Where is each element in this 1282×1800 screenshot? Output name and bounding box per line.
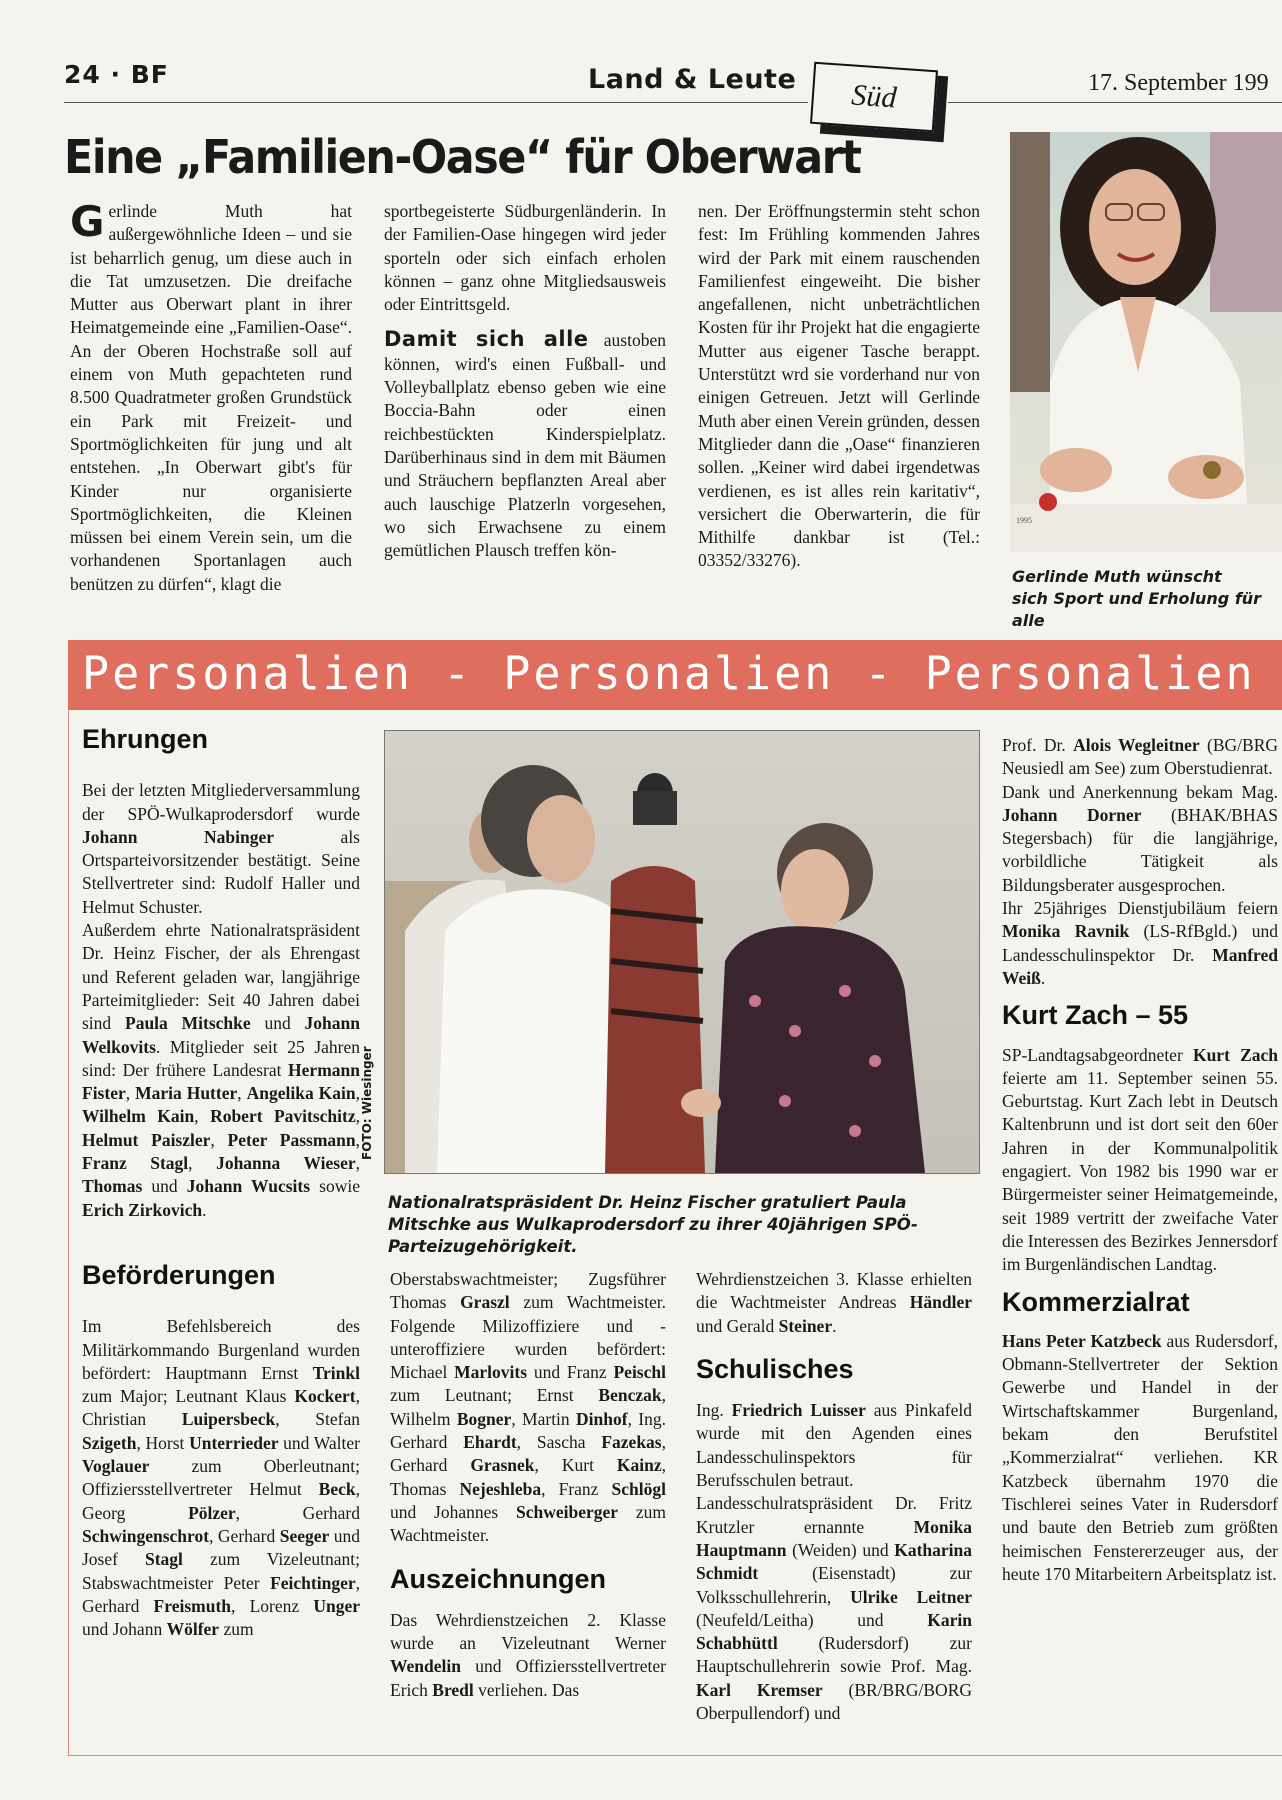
kommerzialrat-heading: Kommerzialrat [1002,1286,1190,1317]
article-column-2 [384,200,666,562]
name-highlight: Kainz [616,1455,662,1476]
name-highlight: Wilhelm Kain [82,1106,195,1127]
photo-fischer-mitschke [384,730,980,1174]
befoerderungen-text: Im Befehlsbereich des Militärkommando Burgenland wurden befördert: Hauptmann Ernst Trinkl zum Major; Leutnant Klaus Kockert, Christian Luipersbeck, Stefan Szigeth, Horst Unterrieder und Walter Voglauer zum Oberleutnant; Offiziersstellvertreter Helmut Beck, Georg Pölzer, Gerhard Schwingenschrot, Gerhard Seeger und Josef Stagl zum Vizeleutnant; Stabswachtmeister Peter Feichtinger, Gerhard Freismuth, Lorenz Unger und Johann Wölfer zum [82,1316,361,1640]
kurt-zach-heading: Kurt Zach – 55 [1002,1000,1189,1031]
name-highlight: Schweiberger [516,1501,619,1522]
name-highlight: Alois Wegleitner [1073,735,1200,755]
name-highlight: Monika Ravnik [1002,921,1130,942]
name-highlight: Wendelin [390,1656,461,1677]
name-highlight: Unterrieder [189,1432,279,1453]
name-highlight: Hans Peter Katzbeck [1002,1330,1162,1351]
portrait-illustration [1010,132,1282,552]
article-headline: Eine „Familien-Oase“ für Oberwart [64,130,861,184]
article-col2-text-b: austoben können, wird's einen Fußball- und Volleyballplatz ebenso geben wie eine Boccia-Bahn oder einen reichbestückten Kinderspielplatz. Darüberhinaus sind in dem mit Bäumen und Sträuchern bepflanzten Areal aber auch lauschige Platzerln vorgesehen, wo sich Erwachsene zu einem gemütlichen Plausch treffen kön- [384,330,666,561]
header-rule-right [948,102,1282,103]
name-highlight: Johann Dorner [1002,804,1142,825]
page-number: 24 · BF [64,60,169,89]
name-highlight: Beck [318,1479,356,1500]
schulisches-cont-3: Ihr 25jähriges Dienstjubiläum feiern Monika Ravnik (LS-RfBgld.) und Landesschulinspektor Dr. Manfred Weiß. [1002,898,1278,988]
auszeichnungen-text: Das Wehrdienstzeichen 2. Klasse wurde an Vizeleutnant Werner Wendelin und Offiziersstellvertreter Erich Bredl verliehen. Das [390,1609,666,1700]
name-highlight: Benczak [598,1385,662,1406]
auszeichnungen-heading: Auszeichnungen [390,1563,607,1594]
article-col2-para [384,328,666,562]
article-col1-text: erlinde Muth hat außergewöhnliche Ideen – und sie ist beharrlich genug, um diese auch in die Tat umzusetzen. Die dreifache Mutter aus Oberwart plant in ihrer Heimatgemeinde eine „Familien-Oase“. An der Oberen Hochstraße soll auf einem von Muth gepachteten rund 8.500 Quadratmeter großen Grundstück ein Park mit Freizeit- und Sportmöglichkeiten für jung und alt entstehen. „In Oberwart gibt's für Kinder nur organisierte Sportmöglichkeiten, die Kleinen müssen bei einem Verein sein, um die vorhandenen Sportanlagen auch benützen zu dürfen“, klagt die [70,201,352,594]
name-highlight: Voglauer [82,1456,150,1477]
name-highlight: Schwingenschrot [82,1525,210,1546]
ehrungen-para-1: Bei der letzten Mitgliederversammlung der SPÖ-Wulkaprodersdorf wurde Johann Nabinger als Ortsparteivorsitzender bestätigt. Seine Stellvertreter sind: Rudolf Haller und Helmut Schuster. [82,780,360,917]
name-highlight: Schlögl [611,1478,666,1499]
schulisches-para-2: Landesschulratspräsident Dr. Fritz Krutzler ernannte Monika Hauptmann (Weiden) und Katharina Schmidt (Eisenstadt) zur Volksschullehrerin, Ulrike Leitner (Neufeld/Leitha) und Karin Schabhüttl (Rudersdorf) zur Hauptschullehrerin sowie Prof. Mag. Karl Kremser (BR/BRG/BORG Oberpullendorf) und [696,1493,972,1724]
photo-gerlinde-muth [1010,132,1282,552]
photo-caption-fischer: Nationalratspräsident Dr. Heinz Fischer gratuliert Paula Mitschke aus Wulkaprodersdorf zu ihrer 40jährigen SPÖ-Parteizugehörigkeit. [388,1193,918,1256]
name-highlight: Karl Kremser [696,1679,823,1700]
name-highlight: Steiner [778,1315,833,1336]
name-highlight: Freismuth [153,1595,231,1616]
photo-credit: FOTO: Wiesinger [360,1046,374,1160]
name-highlight: Szigeth [82,1432,137,1453]
name-highlight: Johann Wucsits [186,1176,311,1197]
name-highlight: Angelika Kain [246,1083,356,1104]
personalien-col-right [1002,734,1278,1586]
article-column-3 [698,200,980,573]
personalien-col-mid-right [696,1268,972,1725]
name-highlight: Peischl [613,1362,666,1383]
auszeichnungen-cont: Wehrdienstzeichen 3. Klasse erhielten die Wachtmeister Andreas Händler und Gerald Steiner. [696,1269,972,1336]
name-highlight: Johann Welkovits [82,1013,360,1057]
name-highlight: Robert Pavitschitz [210,1106,356,1127]
schulisches-heading: Schulisches [696,1353,854,1384]
name-highlight: Kockert [294,1386,356,1407]
name-highlight: Bogner [456,1408,512,1429]
name-highlight: Peter Passmann [227,1129,356,1150]
name-highlight: Monika Hauptmann [696,1516,972,1560]
name-highlight: Händler [909,1292,972,1313]
name-highlight: Bredl [432,1679,474,1700]
personalien-banner-text: Personalien - Personalien - Personalien [82,647,1256,700]
name-highlight: Katharina Schmidt [696,1539,972,1584]
personalien-col-mid [390,1268,666,1702]
article-col3-text: nen. Der Eröffnungstermin steht schon fest: Im Frühling kommenden Jahres wird der Park mit einem rauschenden Familienfest eingeweiht. Die bisher angefallenen, nicht unbeträchtlichen Kosten für ihr Projekt hat die engagierte Mutter aus eigener Tasche berappt. Unterstützt wrd sie vorderhand nur von einigen Getreuen. Jetzt will Gerlinde Muth aber einen Verein gründen, dessen Mitglieder dann die „Oase“ finanzieren sollen. „Keiner wird dabei irgendetwas verdienen, es ist alles rein karitativ“, versichert die Oberwarterin, die für Mithilfe dankbar ist (Tel.: 03352/33276). [698,201,980,571]
name-highlight: Fazekas [601,1432,662,1453]
name-highlight: Hermann Fister [82,1059,360,1104]
name-highlight: Ulrike Leitner [850,1586,972,1607]
schulisches-para-1: Ing. Friedrich Luisser aus Pinkafeld wurde mit den Agenden eines Landesschulinspektors für Berufsschulen betraut. [696,1400,972,1491]
name-highlight: Johanna Wieser [216,1153,356,1174]
name-highlight: Paula Mitschke [125,1013,251,1034]
name-highlight: Pölzer [188,1502,236,1523]
handshake-illustration [385,731,979,1173]
issue-date: 17. September 199 [1088,70,1269,96]
name-highlight: Marlovits [454,1362,528,1383]
schulisches-cont-1: Prof. Dr. Alois Wegleitner (BG/BRG Neusiedl am See) zum Oberstudienrat. [1002,735,1278,779]
name-highlight: Nejeshleba [459,1478,542,1499]
kurt-zach-text: SP-Landtagsabgeordneter Kurt Zach feierte am 11. September seinen 55. Geburtstag. Kurt Zach lebt in Deutsch Kaltenbrunn und ist dort seit den 60er Jahren in der Kommunalpolitik engagiert. Von 1982 bis 1990 war er Bürgermeister seiner Heimatgemeinde, seit 1989 vertritt der zweifache Vater die Interessen des Bezirkes Jennersdorf im Burgenländischen Landtag. [1002,1044,1279,1275]
article-column-1 [70,197,352,596]
schulisches-cont-2: Dank und Anerkennung bekam Mag. Johann Dorner (BHAK/BHAS Stegersbach) für die langjährige, vorbildliche Tätigkeit als Bildungsberater ausgesprochen. [1002,781,1278,895]
article-runin: Damit sich alle [384,327,589,352]
name-highlight: Manfred Weiß [1002,944,1278,988]
befoerderungen-cont: Oberstabswachtmeister; Zugsführer Thomas Graszl zum Wachtmeister. Folgende Milizoffiziere und -unteroffiziere wurden befördert: Michael Marlovits und Franz Peischl zum Leutnant; Ernst Benczak, Wilhelm Bogner, Martin Dinhof, Ing. Gerhard Ehardt, Sascha Fazekas, Gerhard Grasnek, Kurt Kainz, Thomas Nejeshleba, Franz Schlögl und Johannes Schweiberger zum Wachtmeister. [390,1269,667,1546]
name-highlight: Wölfer [166,1619,220,1640]
personalien-col-left [82,724,361,1641]
name-highlight: Trinkl [312,1362,360,1383]
name-highlight: Grasnek [470,1455,535,1476]
name-highlight: Erich Zirkovich [82,1199,203,1220]
personalien-banner [68,640,1282,710]
name-highlight: Maria Hutter [135,1083,238,1104]
name-highlight: Johann Nabinger [82,826,274,847]
name-highlight: Luipersbeck [181,1409,276,1430]
name-highlight: Helmut Paiszler [82,1129,211,1150]
region-tag: Süd [810,62,938,132]
section-title: Land & Leute [588,64,797,95]
dropcap: G [70,197,105,246]
name-highlight: Unger [313,1595,360,1616]
photo-stamp: 1995 [1016,516,1032,525]
kommerzialrat-text: Hans Peter Katzbeck aus Rudersdorf, Obmann-Stellvertreter der Sektion Gewerbe und Handel in der Wirtschaftskammer Burgenland, bekam den Berufstitel „Kommerzialrat“ verliehen. KR Katzbeck übernahm 1970 die Tischlerei seines Vater in Rudersdorf und baute den Betrieb zum größten heimischen Fenstererzeuger aus, der heute 170 Mitarbeitern Arbeitsplatz ist. [1002,1330,1278,1584]
name-highlight: Dinhof [576,1408,628,1429]
ehrungen-heading: Ehrungen [82,724,208,754]
befoerderungen-heading: Beförderungen [82,1259,276,1290]
name-highlight: Franz Stagl [82,1153,189,1174]
name-highlight: Thomas [82,1176,143,1197]
photo-caption-muth: Gerlinde Muth wünscht sich Sport und Erholung für alle [1012,567,1262,630]
name-highlight: Ehardt [463,1432,517,1453]
ehrungen-para-2: Außerdem ehrte Nationalratspräsident Dr. Heinz Fischer, der als Ehrengast und Referent geladen war, langjährige Parteimitglieder: Seit 40 Jahren dabei sind Paula Mitschke und Johann Welkovits. Mitglieder seit 25 Jahren sind: Der frühere Landesrat Hermann Fister, Maria Hutter, Angelika Kain, Wilhelm Kain, Robert Pavitschitz, Helmut Paiszler, Peter Passmann, Franz Stagl, Johanna Wieser, Thomas und Johann Wucsits sowie Erich Zirkovich. [82,920,361,1220]
name-highlight: Feichtinger [270,1572,356,1593]
article-col2-text-a: sportbegeisterte Südburgenländerin. In der Familien-Oase hingegen wird jeder sporteln oder sich einfach erholen können – ganz ohne Mitgliedsausweis oder Eintrittsgeld. [384,201,666,315]
header-rule [64,102,808,103]
name-highlight: Graszl [460,1292,510,1313]
name-highlight: Kurt Zach [1192,1044,1278,1065]
name-highlight: Stagl [145,1549,183,1570]
name-highlight: Friedrich Luisser [731,1400,866,1421]
name-highlight: Karin Schabhüttl [696,1609,972,1654]
name-highlight: Seeger [279,1525,330,1546]
